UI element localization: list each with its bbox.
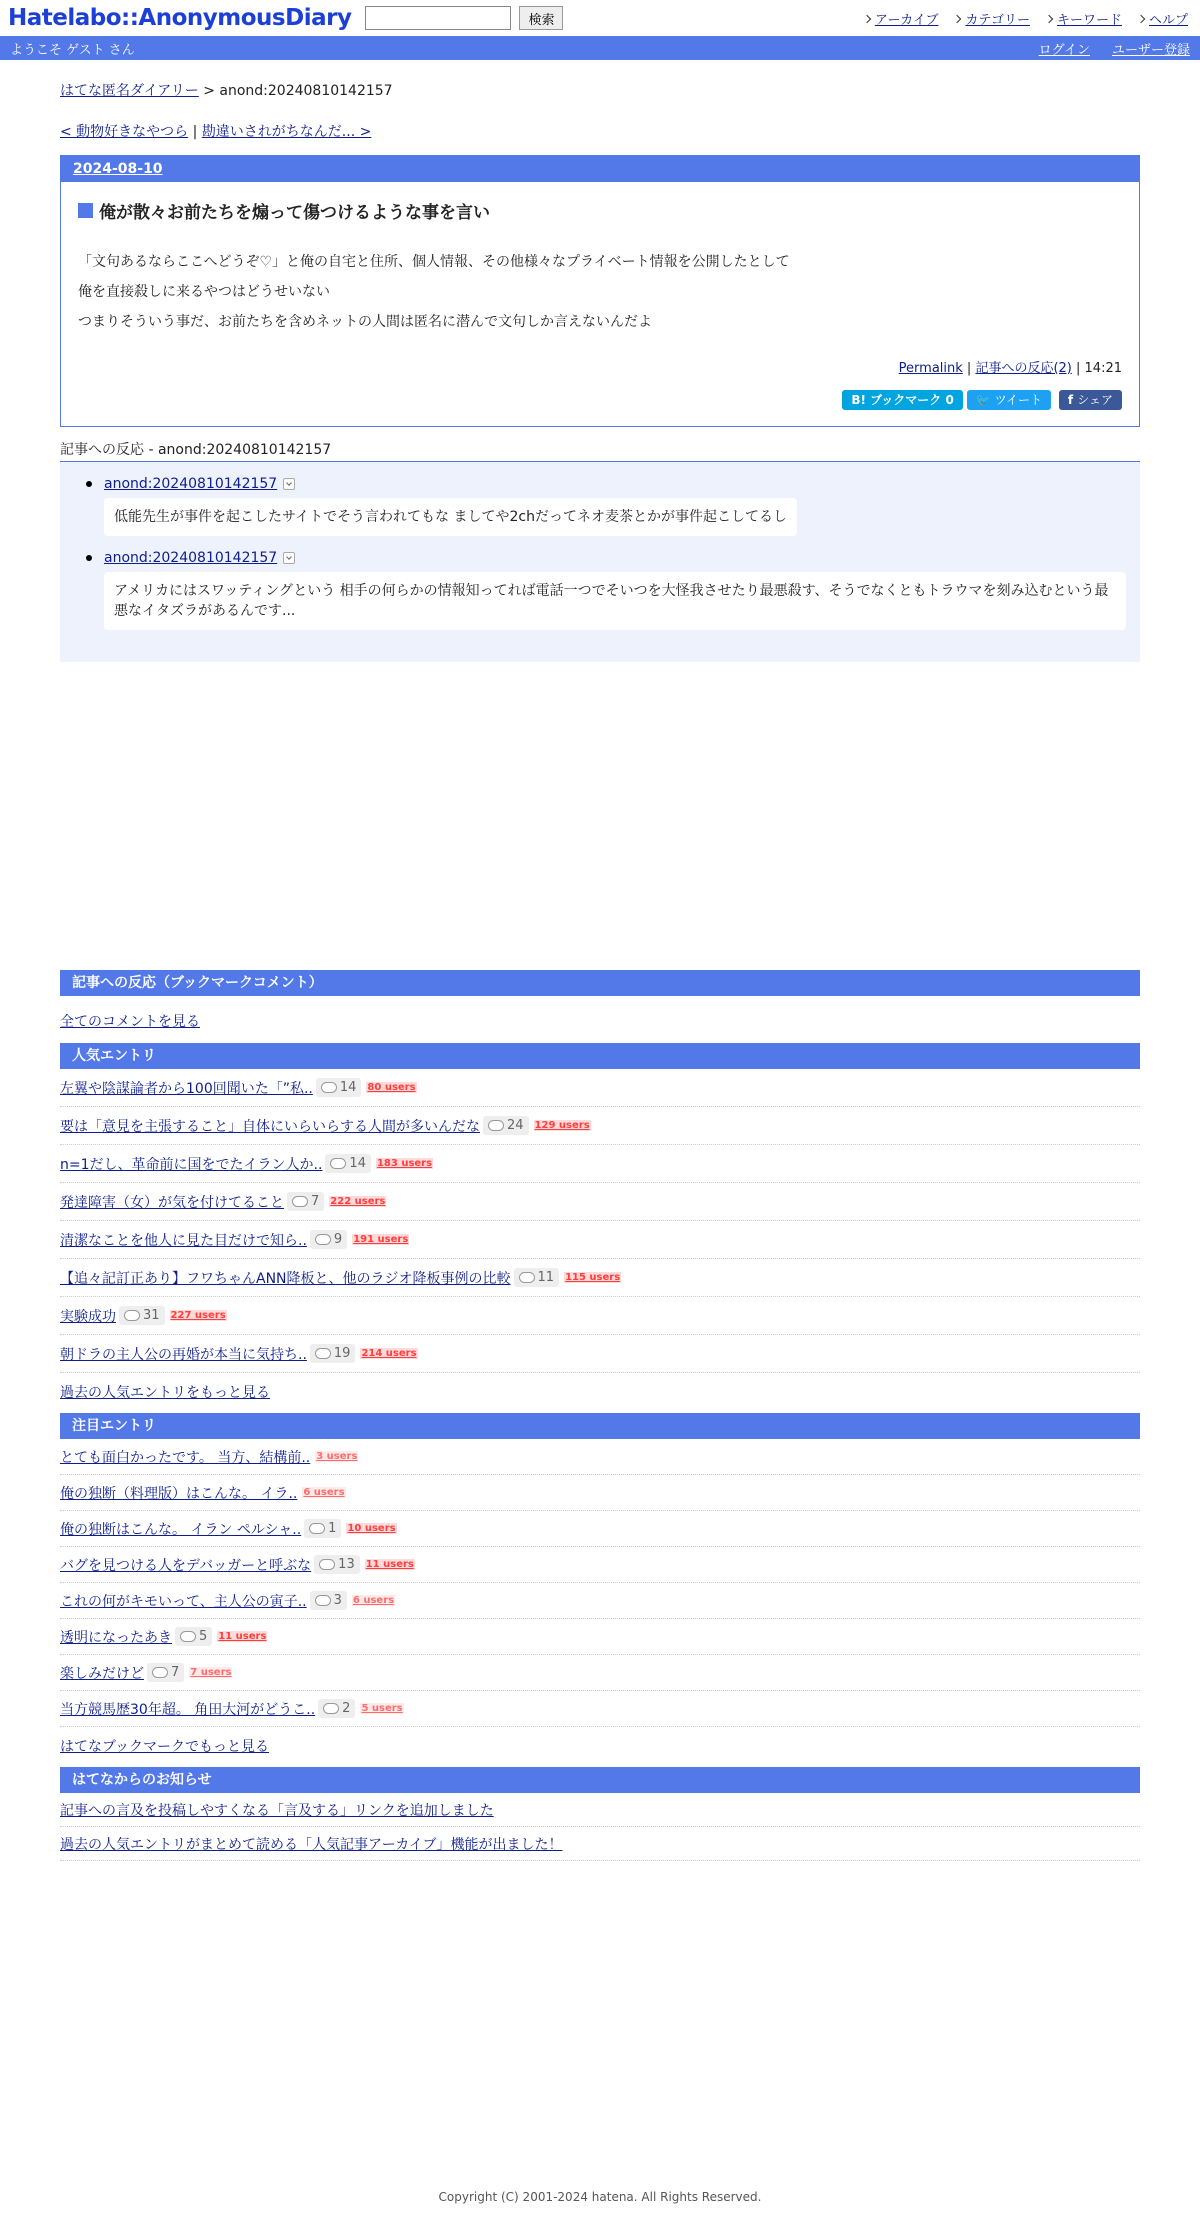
entry-row: [60, 1439, 1140, 1475]
comment-bubble-icon: [319, 1559, 335, 1570]
entry-time: 14:21: [1084, 361, 1122, 376]
comment-bubble-icon: [519, 1272, 535, 1283]
comment-count: 3: [310, 1591, 347, 1610]
permalink[interactable]: Permalink: [898, 361, 963, 376]
search-input[interactable]: [365, 6, 511, 30]
notice-link[interactable]: 記事への言及を投稿しやすくなる「言及する」リンクを追加しました: [60, 1802, 494, 1819]
entry-link[interactable]: とても面白かったです。 当方、結構前..: [60, 1449, 311, 1466]
comment-count: 31: [119, 1306, 165, 1325]
entry-row: [60, 1183, 1140, 1221]
bookmark-users-badge[interactable]: 214 users: [361, 1348, 417, 1359]
entry-row: [60, 1583, 1140, 1619]
bookmark-users-badge[interactable]: 11 users: [218, 1631, 267, 1642]
nav-category[interactable]: カテゴリー: [954, 9, 1029, 28]
entry-row: [60, 1145, 1140, 1183]
comment-count: 7: [147, 1663, 184, 1682]
comment-count: 7: [287, 1192, 324, 1211]
site-logo[interactable]: Hatelabo::AnonymousDiary: [8, 5, 352, 31]
nav-archive[interactable]: アーカイブ: [864, 9, 939, 28]
comment-bubble-icon: [180, 1631, 196, 1642]
entry-link[interactable]: 発達障害（女）が気を付けてること: [60, 1194, 284, 1211]
facebook-share-button[interactable]: f シェア: [1059, 390, 1122, 410]
reaction-text: アメリカにはスワッティングという 相手の何らかの情報知ってれば電話一つでそいつを大怪我させたり最悪殺す、そうでなくともトラウマを刻み込むという最悪なイタズラがあるんです...: [104, 572, 1126, 630]
comment-count: 2: [318, 1699, 355, 1718]
bookmark-users-badge[interactable]: 222 users: [330, 1196, 386, 1207]
comment-count: 9: [310, 1230, 347, 1249]
header: [0, 0, 1200, 36]
notice-item: [60, 1827, 1140, 1861]
reaction-link[interactable]: anond:20240810142157: [104, 476, 278, 492]
bookmark-users-badge[interactable]: 183 users: [376, 1158, 433, 1169]
comment-bubble-icon: [292, 1196, 308, 1207]
footer-copyright: Copyright (C) 2001-2024 hatena. All Rights Reserved.: [438, 2190, 762, 2204]
reactions-link[interactable]: 記事への反応(2): [975, 361, 1072, 376]
entry-meta: Permalink | 記事への反応(2) | 14:21: [898, 361, 1122, 376]
notable-entries-list: [60, 1439, 1140, 1727]
entry-link[interactable]: 要は「意見を主張すること」自体にいらいらする人間が多いんだな: [60, 1118, 480, 1135]
entry-link[interactable]: 左翼や陰謀論者から100回聞いた「”私..: [60, 1080, 313, 1097]
next-entry-link[interactable]: 勘違いされがちなんだ... >: [201, 124, 372, 140]
header-nav: [864, 9, 1188, 28]
comment-count: 24: [483, 1116, 529, 1135]
breadcrumb-current: anond:20240810142157: [219, 83, 393, 99]
prev-entry-link[interactable]: < 動物好きなやつら: [60, 124, 189, 140]
bookmark-users-badge[interactable]: 5 users: [361, 1703, 403, 1714]
popular-entries-heading: 人気エントリ: [60, 1043, 1140, 1069]
entry-link[interactable]: 【追々記訂正あり】フワちゃんANN降板と、他のラジオ降板事例の比較: [60, 1270, 511, 1287]
comment-bubble-icon: [488, 1120, 504, 1131]
comment-count: 14: [325, 1154, 371, 1173]
entry-link[interactable]: 透明になったあき: [60, 1629, 172, 1646]
entry-date[interactable]: 2024-08-10: [61, 156, 1139, 182]
bookmark-users-badge[interactable]: 3 users: [316, 1451, 358, 1462]
comment-bubble-icon: [315, 1348, 331, 1359]
nav-keyword[interactable]: キーワード: [1046, 9, 1122, 28]
notable-entries-heading: 注目エントリ: [60, 1413, 1140, 1439]
bookmark-users-badge[interactable]: 115 users: [565, 1272, 621, 1283]
hatena-bookmark-button[interactable]: B! ブックマーク 0: [842, 390, 963, 410]
popular-entries-list: [60, 1069, 1140, 1373]
entry-row: [60, 1069, 1140, 1107]
dropdown-icon[interactable]: [283, 552, 295, 564]
entry-row: [60, 1475, 1140, 1511]
entry-link[interactable]: 当方競馬歴30年超。 角田大河がどうこ..: [60, 1701, 316, 1718]
comment-bubble-icon: [315, 1234, 331, 1245]
entry-link[interactable]: 俺の独断はこんな。 イラン ペルシャ..: [60, 1521, 302, 1538]
breadcrumb-separator: >: [203, 83, 215, 99]
entry-link[interactable]: 俺の独断（料理版）はこんな。 イラ..: [60, 1485, 298, 1502]
entry-title: 俺が散々お前たちを煽って傷つけるような事を言い: [78, 198, 1122, 223]
share-buttons: [78, 390, 1122, 410]
breadcrumb: [60, 80, 1140, 104]
entry-navigation: [60, 121, 1140, 145]
entry-row: [60, 1297, 1140, 1335]
entry-line: つまりそういう事だ、お前たちを含めネットの人間は匿名に潜んで文句しか言えないんだよ: [78, 314, 652, 330]
entry-link[interactable]: バグを見つける人をデバッガーと呼ぶな: [60, 1557, 312, 1574]
notice-link[interactable]: 過去の人気エントリがまとめて読める「人気記事アーカイブ」機能が出ました！: [60, 1836, 563, 1853]
entry-line: 俺を直接殺しに来るやつはどうせいない: [78, 284, 330, 300]
user-bar: [0, 36, 1200, 60]
comment-count: 5: [175, 1627, 212, 1646]
comment-count: 19: [310, 1344, 356, 1363]
comment-count: 11: [514, 1268, 560, 1287]
chevron-right-icon: [953, 14, 961, 22]
square-bullet-icon: [78, 203, 93, 218]
breadcrumb-home[interactable]: はてな匿名ダイアリー: [60, 83, 199, 99]
entry-link[interactable]: これの何がキモいって、主人公の寅子..: [60, 1593, 307, 1610]
dropdown-icon[interactable]: [283, 478, 295, 490]
entry-link[interactable]: 楽しみだけど: [60, 1665, 144, 1682]
bookmark-users-badge[interactable]: 227 users: [170, 1310, 226, 1321]
comment-count: 14: [316, 1078, 362, 1097]
chevron-right-icon: [863, 14, 871, 22]
bookmark-users-badge[interactable]: 6 users: [352, 1595, 395, 1606]
main-content: [60, 60, 1140, 1861]
more-bookmark-link[interactable]: はてなブックマークでもっと見る: [60, 1739, 270, 1755]
entry-row: [60, 1511, 1140, 1547]
comment-bubble-icon: [124, 1310, 140, 1321]
entry-row: [60, 1619, 1140, 1655]
entry-row: [60, 1335, 1140, 1373]
facebook-icon: f: [1067, 393, 1078, 407]
bookmark-users-badge[interactable]: 11 users: [365, 1559, 414, 1570]
entry-row: [60, 1547, 1140, 1583]
entry-row: [60, 1107, 1140, 1145]
comment-bubble-icon: [152, 1667, 168, 1678]
nav-help[interactable]: ヘルプ: [1138, 9, 1188, 28]
entry-box: [60, 155, 1140, 427]
welcome-text: ようこそ ゲスト さん: [10, 42, 135, 58]
chevron-right-icon: [1137, 14, 1145, 22]
entry-row: [60, 1691, 1140, 1727]
bookmark-users-badge[interactable]: 191 users: [353, 1234, 409, 1245]
reactions-heading: 記事への反応 - anond:20240810142157: [60, 439, 1140, 462]
bookmark-users-badge[interactable]: 80 users: [367, 1082, 416, 1093]
comment-bubble-icon: [309, 1523, 325, 1534]
reaction-text: 低能先生が事件を起こしたサイトでそう言われてもな ましてや2chだってネオ麦茶とかが事件起こしてるし: [104, 498, 797, 536]
chevron-right-icon: [1045, 14, 1053, 22]
comment-bubble-icon: [323, 1703, 339, 1714]
more-popular-link[interactable]: 過去の人気エントリをもっと見る: [60, 1385, 270, 1401]
comment-bubble-icon: [321, 1082, 337, 1093]
comment-bubble-icon: [315, 1595, 331, 1606]
reaction-item: [104, 550, 1126, 630]
entry-link[interactable]: n=1だし、革命前に国をでたイラン人か..: [60, 1156, 323, 1173]
all-comments-link[interactable]: 全てのコメントを見る: [60, 1014, 200, 1030]
entry-row: [60, 1221, 1140, 1259]
comment-count: 1: [304, 1519, 341, 1538]
tweet-button[interactable]: 🐦 ツイート: [967, 390, 1051, 410]
login-link[interactable]: ログイン: [1038, 43, 1090, 58]
notice-item: [60, 1793, 1140, 1827]
bookmark-users-badge[interactable]: 6 users: [303, 1487, 345, 1498]
reaction-item: [104, 476, 1126, 536]
nav-separator: |: [192, 124, 198, 140]
reactions-list: [60, 462, 1140, 662]
twitter-icon: 🐦: [975, 393, 995, 407]
search-button[interactable]: 検索: [519, 6, 563, 30]
reaction-link[interactable]: anond:20240810142157: [104, 550, 278, 566]
bookmark-users-badge[interactable]: 7 users: [190, 1667, 232, 1678]
bookmark-users-badge[interactable]: 10 users: [347, 1523, 396, 1534]
entry-link[interactable]: 朝ドラの主人公の再婚が本当に気持ち..: [60, 1346, 307, 1363]
notices-heading: はてなからのお知らせ: [60, 1767, 1140, 1793]
bookmark-comments-heading: 記事への反応（ブックマークコメント）: [60, 970, 1140, 996]
entry-link[interactable]: 清潔なことを他人に見た目だけで知ら..: [60, 1232, 307, 1249]
register-link[interactable]: ユーザー登録: [1111, 43, 1190, 58]
comment-count: 13: [314, 1555, 360, 1574]
bookmark-users-badge[interactable]: 129 users: [534, 1120, 590, 1131]
entry-link[interactable]: 実験成功: [60, 1308, 116, 1325]
entry-row: [60, 1655, 1140, 1691]
entry-row: [60, 1259, 1140, 1297]
entry-line: 「文句あるならここへどうぞ♡」と俺の自宅と住所、個人情報、その他様々なプライベート情報を公開したとして: [78, 254, 790, 270]
comment-bubble-icon: [330, 1158, 346, 1169]
